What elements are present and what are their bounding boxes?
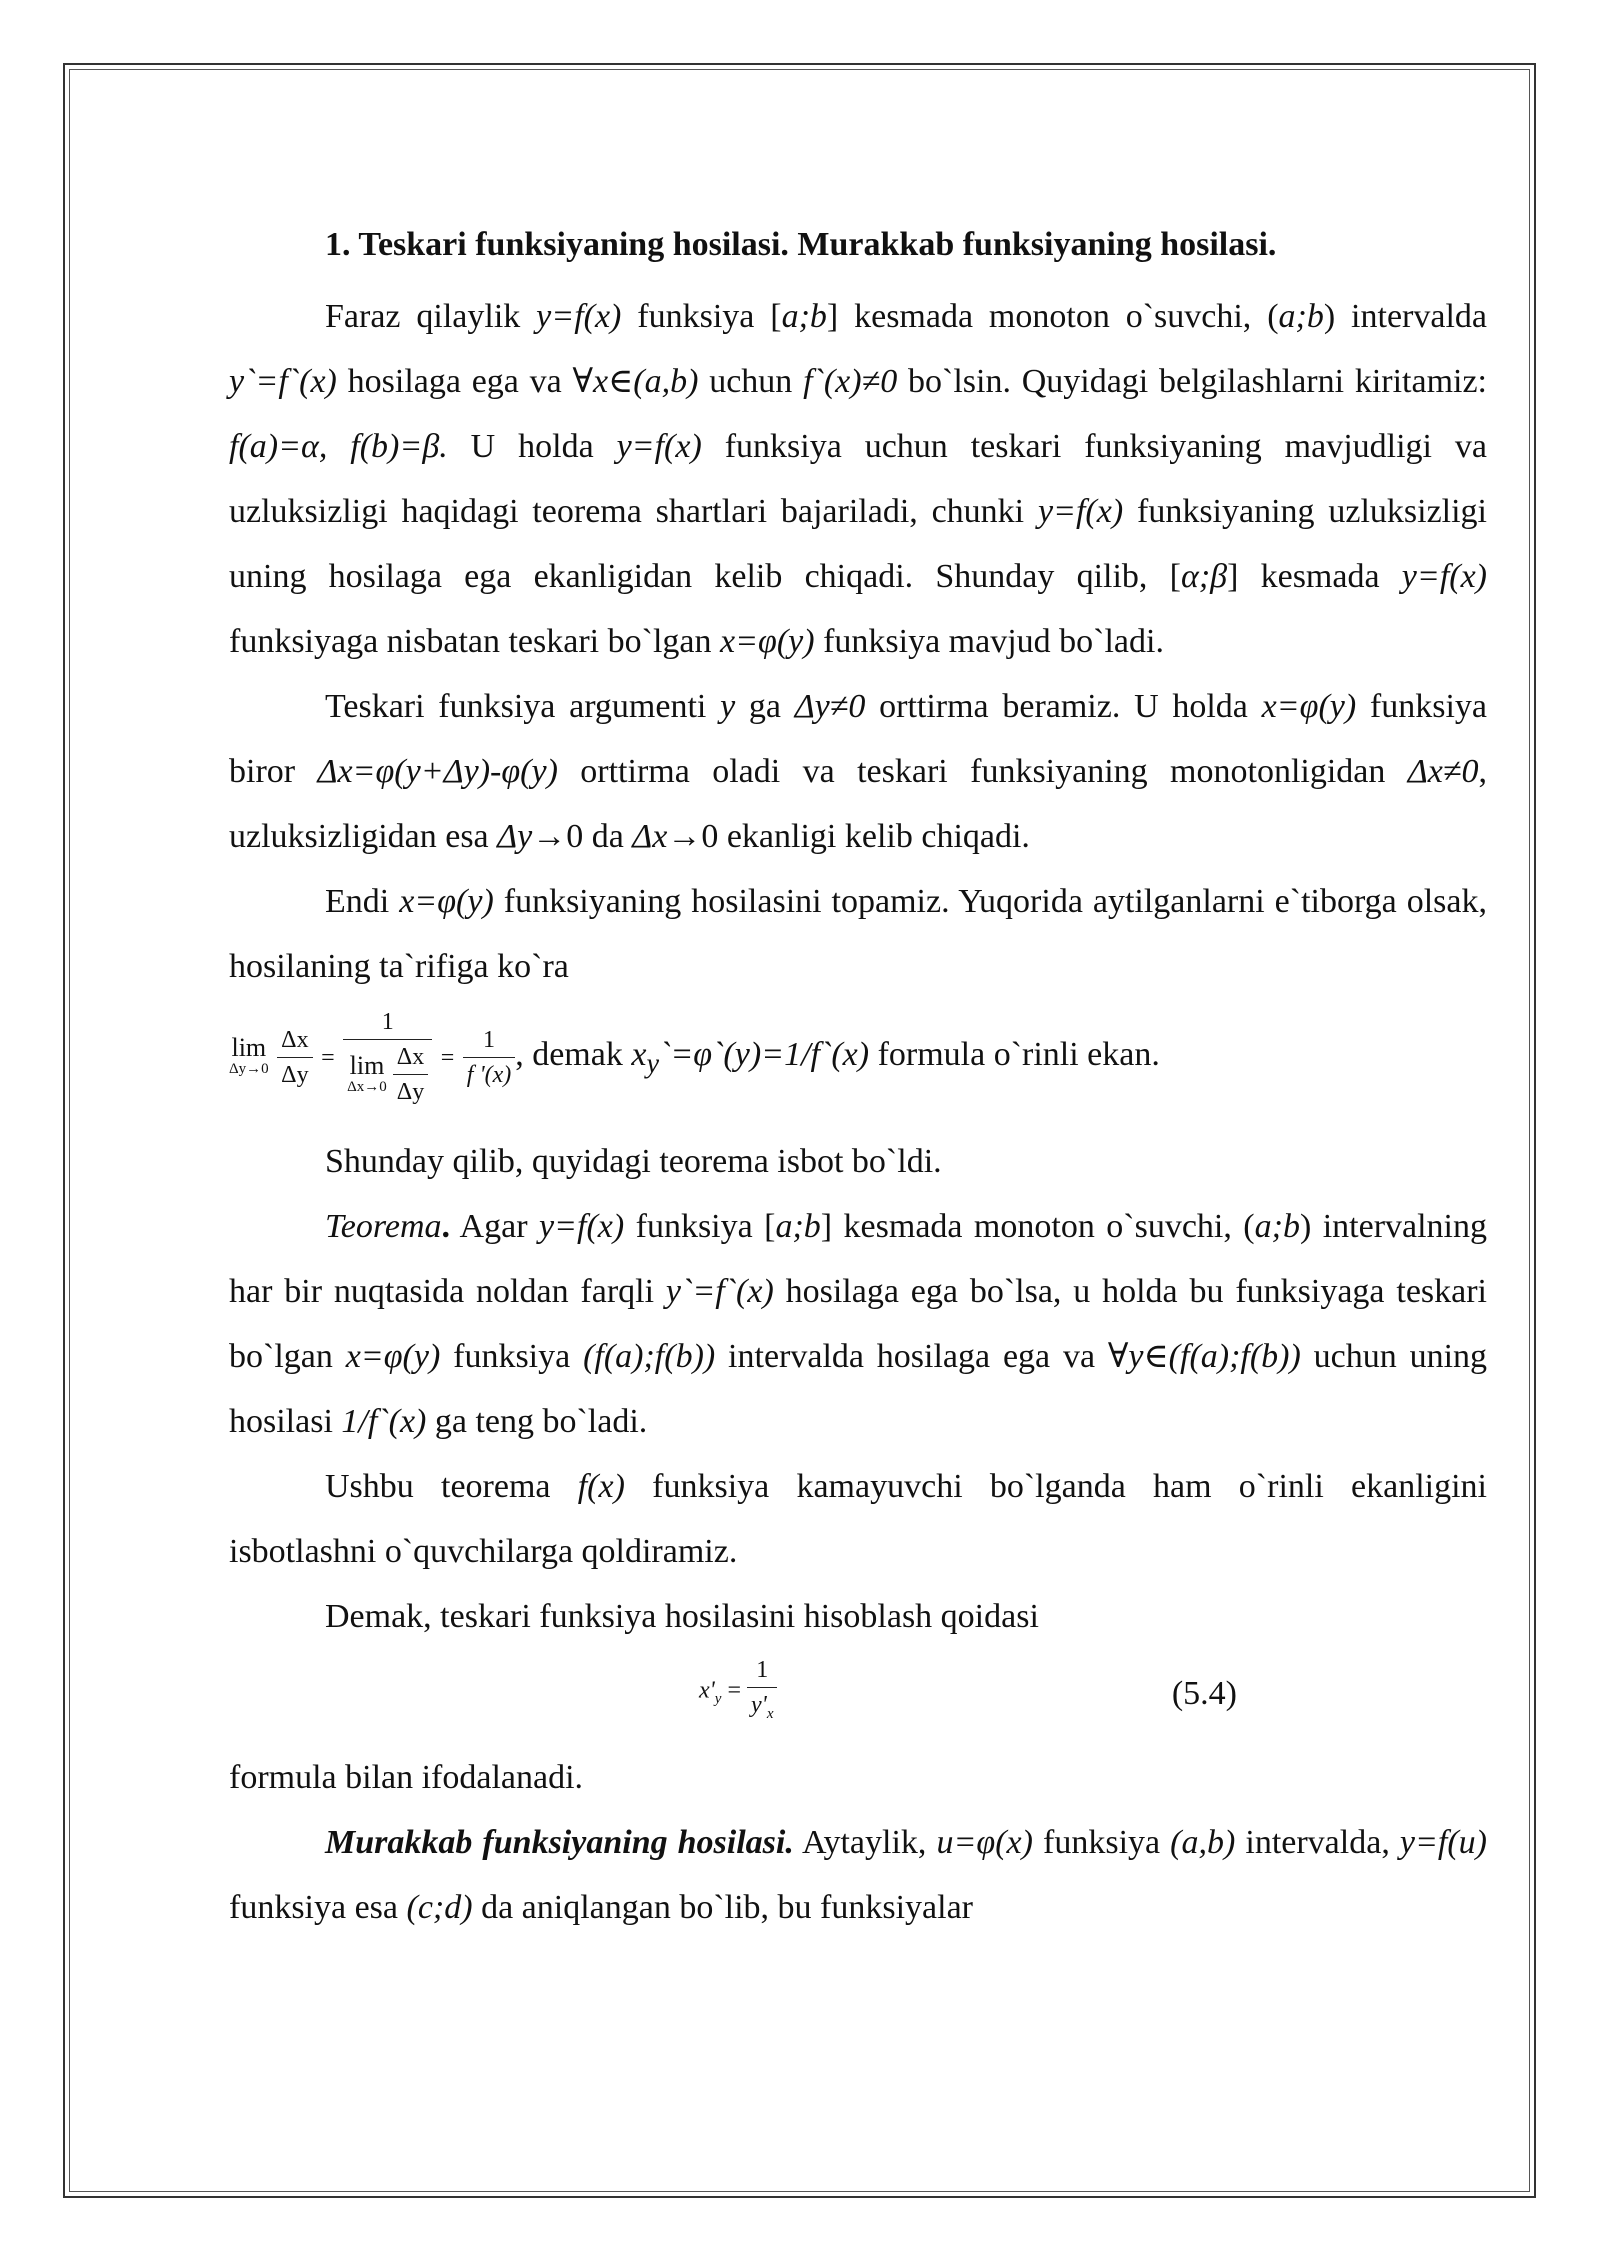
fraction-dx-dy: $\frac{\Delta x}{\Delta y}$ bbox=[277, 1023, 312, 1092]
paragraph-increment: Teskari funksiya argumenti y ga Δy≠0 orttirma beramiz. U holda x=φ(y) funksiya biror Δx=φ(y+Δy)-φ(y) orttirma oladi va teskari funksiyaning monotonligidan Δx≠0, uzluksizligidan esa Δy→0 da Δx→0 ekanligi kelib chiqadi. bbox=[229, 688, 1487, 855]
fraction-one-over-fprime: $\frac{1}{f '(x)}$ bbox=[463, 1023, 515, 1092]
equation-number: (5.4) bbox=[1171, 1675, 1237, 1712]
fraction-reciprocal-limit: 1 lim Δx→0 $\frac{\Delta x}{\Delta y}$ bbox=[343, 1005, 432, 1109]
limit-operator: lim Δy→0 bbox=[229, 1033, 269, 1077]
document-body bbox=[229, 220, 1487, 1940]
paragraph-rule-intro: Demak, teskari funksiya hosilasini hisoblash qoidasi bbox=[325, 1598, 1039, 1635]
paragraph-conclusion: Shunday qilib, quyidagi teorema isbot bo`ldi. bbox=[325, 1143, 942, 1180]
formula-5-4-body: $x'_y$ = $\frac{1}{y'_x}$ bbox=[699, 1653, 777, 1731]
paragraph-formula-caption: formula bilan ifodalanadi. bbox=[229, 1759, 584, 1796]
formula-5-4 bbox=[229, 1653, 1487, 1745]
paragraph-decreasing-case: Ushbu teorema f(x) funksiya kamayuvchi bo`lganda ham o`rinli ekanligini isbotlashni o`quvchilarga qoldiramiz. bbox=[229, 1468, 1487, 1570]
paragraph-intro: Faraz qilaylik y=f(x) funksiya [a;b] kesmada monoton o`suvchi, (a;b) intervalda y`=f`(x) hosilaga ega va ∀x∈(a,b) uchun f`(x)≠0 bo`lsin. Quyidagi belgilashlarni kiritamiz: f(a)=α, f(b)=β. U holda y=f(x) funksiya uchun teskari funksiyaning mavjudligi va uzluksizligi haqidagi teorema shartlari bajariladi, chunki y=f(x) funksiyaning uzluksizligi uning hosilaga ega ekanligidan kelib chiqadi. Shunday qilib, [α;β] kesmada y=f(x) funksiyaga nisbatan teskari bo`lgan x=φ(y) funksiya mavjud bo`ladi. bbox=[229, 298, 1488, 660]
limit-formula: lim Δy→0 $\frac{\Delta x}{\Delta y}$ = 1 lim Δx→0 $\frac{\Delta x}{\Delta y}$ = $\frac{1}{f '(x)}$ , demak $x_y`=\varphi`(y)=1/f`(x)$ formula o`rinli ekan. bbox=[229, 1005, 1487, 1125]
paragraph-composite-function: Murakkab funksiyaning hosilasi. Aytaylik, u=φ(x) funksiya (a,b) intervalda, y=f(u) funksiya esa (c;d) da aniqlangan bo`lib, bu funksiyalar bbox=[229, 1824, 1487, 1926]
section-heading: 1. Teskari funksiyaning hosilasi. Murakkab funksiyaning hosilasi. bbox=[325, 226, 1277, 263]
paragraph-theorem: Teorema. Agar y=f(x) funksiya [a;b] kesmada monoton o`suvchi, (a;b) intervalning har bir nuqtasida noldan farqli y`=f`(x) hosilaga ega bo`lsa, u holda bu funksiyaga teskari bo`lgan x=φ(y) funksiya (f(a);f(b)) intervalda hosilaga ega va ∀y∈(f(a);f(b)) uchun uning hosilasi 1/f`(x) ga teng bo`ladi. bbox=[229, 1208, 1488, 1440]
paragraph-derivative-intro: Endi x=φ(y) funksiyaning hosilasini topamiz. Yuqorida aytilganlarni e`tiborga olsak, hosilaning ta`rifiga ko`ra bbox=[229, 883, 1487, 985]
